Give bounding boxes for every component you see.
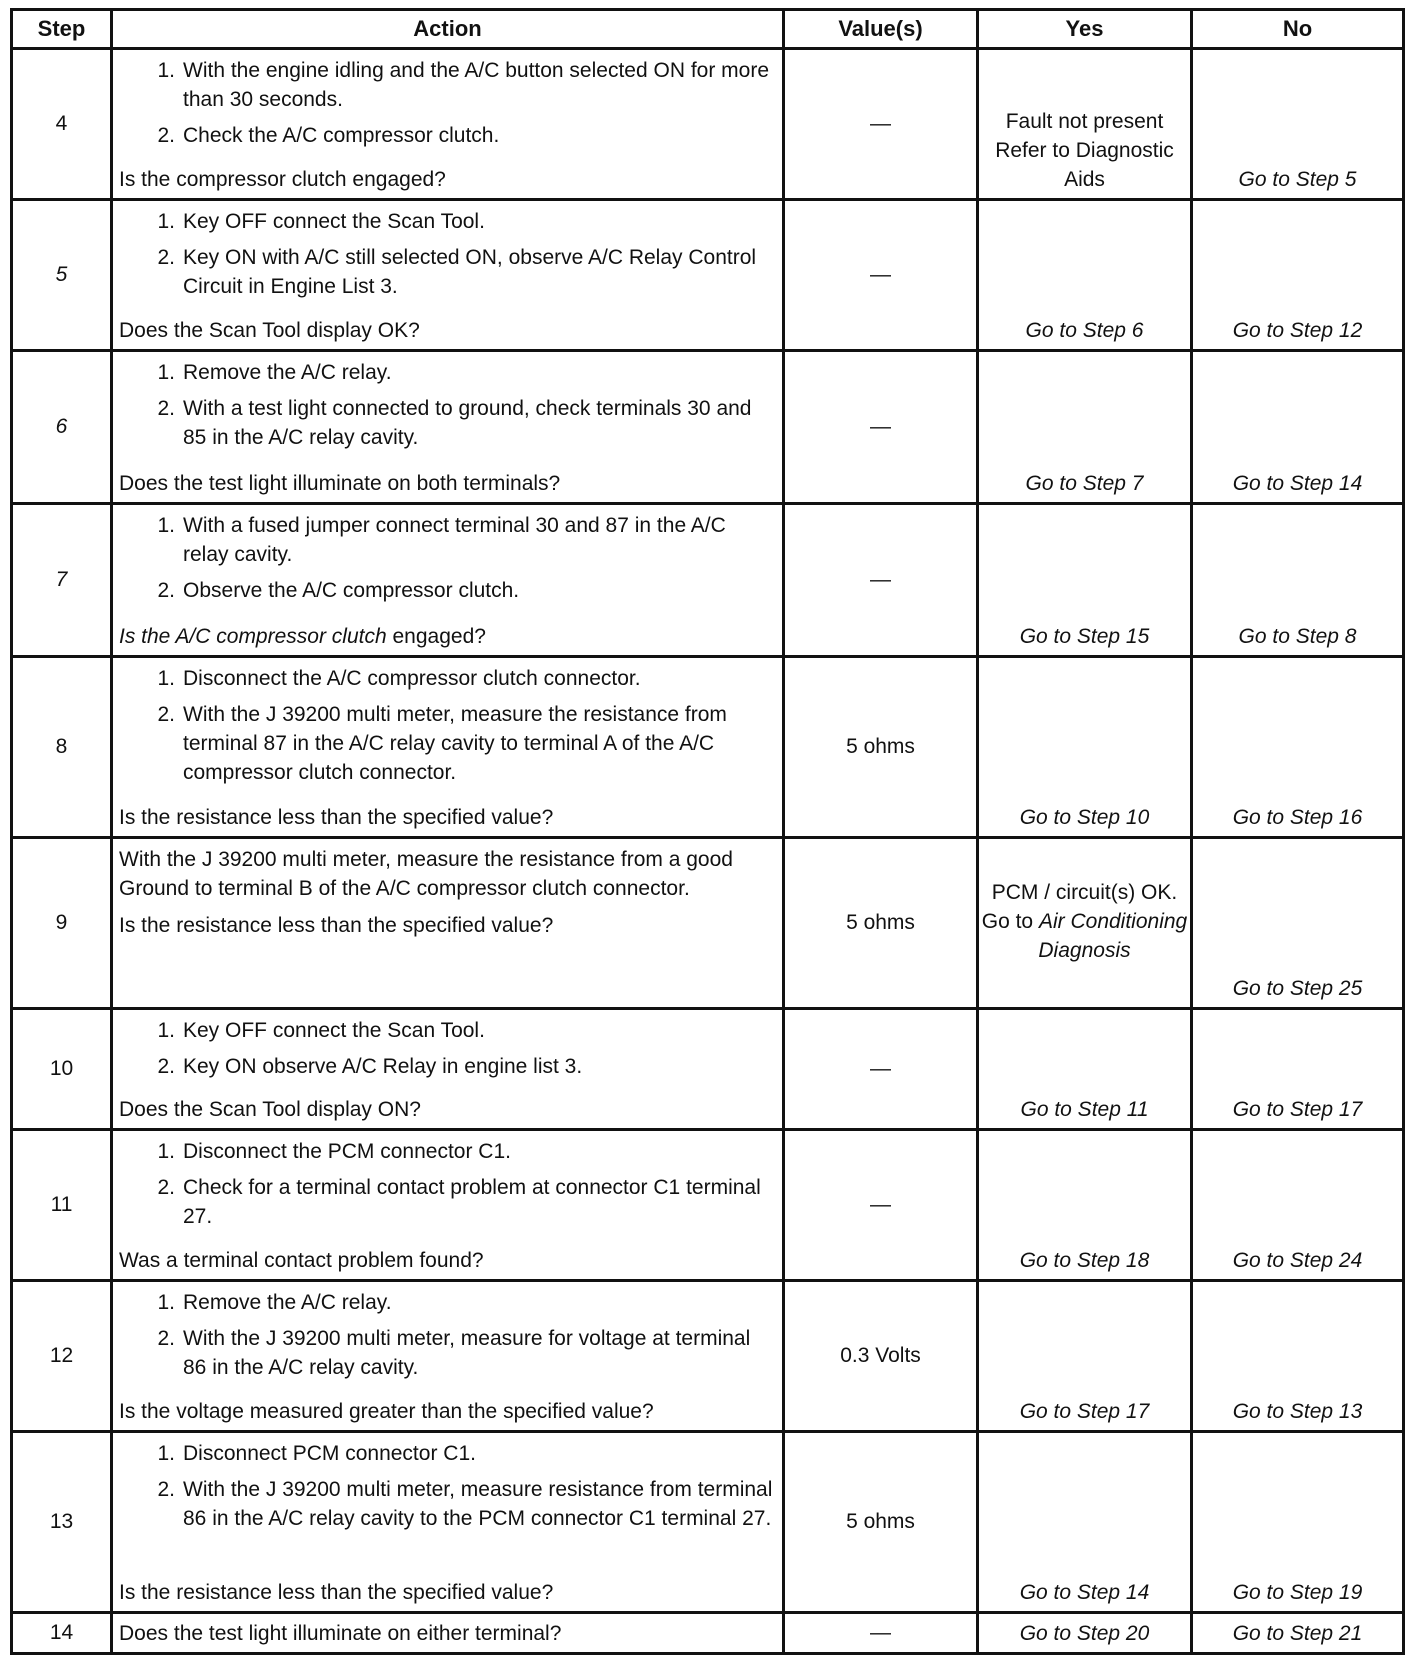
value-cell: —: [784, 1009, 978, 1130]
yes-cell: [978, 838, 1192, 1009]
action-step: [119, 1052, 776, 1081]
question-rest: engaged?: [386, 625, 486, 648]
header-action: Action: [112, 10, 784, 49]
header-yes: Yes: [978, 10, 1192, 49]
action-steps: [119, 664, 776, 794]
step-text: Disconnect PCM connector C1.: [183, 1442, 476, 1465]
yes-cell: Go to Step 18: [978, 1130, 1192, 1281]
action-cell: [112, 351, 784, 504]
yes-cell: Go to Step 10: [978, 657, 1192, 838]
action-question: Does the test light illuminate on both terminals?: [119, 472, 561, 495]
step-text: Remove the A/C relay.: [183, 1291, 392, 1314]
action-step: [119, 1137, 776, 1166]
step-index: 2.: [157, 246, 175, 269]
no-cell: Go to Step 13: [1192, 1281, 1404, 1432]
action-cell: [112, 1009, 784, 1130]
step-index: 2.: [157, 703, 175, 726]
value-cell: —: [784, 1613, 978, 1654]
action-steps: [119, 358, 776, 459]
action-step: [119, 56, 776, 114]
action-steps: [119, 511, 776, 612]
step-number: 8: [12, 657, 112, 838]
value-cell: —: [784, 504, 978, 657]
table-row: [12, 200, 1404, 351]
value-cell: 0.3 Volts: [784, 1281, 978, 1432]
step-index: 2.: [157, 124, 175, 147]
step-text: With a test light connected to ground, check terminals 30 and 85 in the A/C relay cavity.: [183, 397, 752, 449]
action-steps: [119, 56, 776, 157]
value-cell: —: [784, 1130, 978, 1281]
yes-cell: Fault not present Refer to Diagnostic Aids: [978, 49, 1192, 200]
action-text: With the J 39200 multi meter, measure the resistance from a good Ground to terminal B of the A/C compressor clutch connector.: [119, 848, 733, 900]
action-question: Is the resistance less than the specified value?: [119, 914, 554, 937]
yes-cell: Go to Step 20: [978, 1613, 1192, 1654]
table-row: [12, 351, 1404, 504]
action-question: Does the Scan Tool display ON?: [119, 1098, 421, 1121]
step-text: Key ON with A/C still selected ON, observe A/C Relay Control Circuit in Engine List 3.: [183, 246, 757, 298]
action-steps: [119, 1016, 776, 1088]
action-step: [119, 511, 776, 569]
step-number: 9: [12, 838, 112, 1009]
step-text: Remove the A/C relay.: [183, 361, 392, 384]
action-question: Was a terminal contact problem found?: [119, 1249, 484, 1272]
step-number: 13: [12, 1432, 112, 1613]
no-cell: Go to Step 21: [1192, 1613, 1404, 1654]
header-no: No: [1192, 10, 1404, 49]
action-question: [119, 622, 776, 651]
step-index: 2.: [157, 1176, 175, 1199]
yes-cell: Go to Step 17: [978, 1281, 1192, 1432]
question-italic: Is the A/C compressor clutch: [119, 625, 387, 648]
no-cell: Go to Step 5: [1192, 49, 1404, 200]
value-cell: 5 ohms: [784, 1432, 978, 1613]
action-question: Is the resistance less than the specified value?: [119, 806, 554, 829]
step-index: 1.: [157, 667, 175, 690]
header-step: Step: [12, 10, 112, 49]
action-steps: [119, 1288, 776, 1389]
step-number: 10: [12, 1009, 112, 1130]
step-text: With the J 39200 multi meter, measure for voltage at terminal 86 in the A/C relay cavity.: [183, 1327, 751, 1379]
no-cell: Go to Step 14: [1192, 351, 1404, 504]
value-cell: 5 ohms: [784, 838, 978, 1009]
action-step: [119, 358, 776, 387]
action-steps: [119, 1439, 776, 1540]
table-row: [12, 1009, 1404, 1130]
action-step: [119, 576, 776, 605]
value-cell: 5 ohms: [784, 657, 978, 838]
action-question: Is the voltage measured greater than the specified value?: [119, 1400, 654, 1423]
action-steps: [119, 1137, 776, 1238]
action-step: [119, 1439, 776, 1468]
no-cell: Go to Step 12: [1192, 200, 1404, 351]
diagnostic-table: [10, 8, 1405, 1655]
table-row: [12, 838, 1404, 1009]
no-cell: Go to Step 19: [1192, 1432, 1404, 1613]
step-text: With the J 39200 multi meter, measure the resistance from terminal 87 in the A/C relay cavity to terminal A of the A/C compressor clutch connector.: [183, 703, 727, 784]
action-question: Does the test light illuminate on either terminal?: [112, 1613, 784, 1654]
action-cell: [112, 1432, 784, 1613]
action-cell: [112, 1281, 784, 1432]
no-cell: Go to Step 24: [1192, 1130, 1404, 1281]
action-step: [119, 664, 776, 693]
action-cell: [112, 49, 784, 200]
yes-cell: Go to Step 7: [978, 351, 1192, 504]
table-row: [12, 504, 1404, 657]
table-row: [12, 1130, 1404, 1281]
value-cell: —: [784, 49, 978, 200]
step-text: Key ON observe A/C Relay in engine list 3.: [183, 1055, 583, 1078]
value-cell: —: [784, 200, 978, 351]
action-cell: [112, 504, 784, 657]
step-index: 1.: [157, 59, 175, 82]
diagnostic-table-page: [10, 8, 1402, 1655]
action-step: [119, 1288, 776, 1317]
step-number: 12: [12, 1281, 112, 1432]
step-text: Check the A/C compressor clutch.: [183, 124, 500, 147]
action-step: [119, 121, 776, 150]
step-index: 2.: [157, 579, 175, 602]
yes-plain: PCM / circuit(s) OK. Go to: [981, 880, 1178, 933]
table-row: [12, 1432, 1404, 1613]
no-cell: Go to Step 17: [1192, 1009, 1404, 1130]
no-cell: Go to Step 8: [1192, 504, 1404, 657]
action-cell: [112, 838, 784, 1009]
step-index: 2.: [157, 1327, 175, 1350]
step-text: With the J 39200 multi meter, measure resistance from terminal 86 in the A/C relay cavity to the PCM connector C1 terminal 27.: [183, 1478, 773, 1530]
yes-cell: Go to Step 11: [978, 1009, 1192, 1130]
yes-cell: Go to Step 15: [978, 504, 1192, 657]
step-index: 1.: [157, 361, 175, 384]
step-text: Disconnect the PCM connector C1.: [183, 1140, 511, 1163]
step-text: With the engine idling and the A/C button selected ON for more than 30 seconds.: [183, 59, 770, 111]
step-index: 2.: [157, 1478, 175, 1501]
step-text: Key OFF connect the Scan Tool.: [183, 210, 485, 233]
action-step: [119, 207, 776, 236]
step-number: 6: [12, 351, 112, 504]
step-number: 14: [12, 1613, 112, 1654]
step-index: 2.: [157, 1055, 175, 1078]
table-row: [12, 657, 1404, 838]
step-index: 1.: [157, 514, 175, 537]
action-step: [119, 1016, 776, 1045]
step-index: 2.: [157, 397, 175, 420]
step-text: Observe the A/C compressor clutch.: [183, 579, 520, 602]
step-index: 1.: [157, 210, 175, 233]
action-question: Is the resistance less than the specified value?: [119, 1581, 554, 1604]
action-cell: [112, 657, 784, 838]
action-cell: [112, 200, 784, 351]
step-number: 5: [12, 200, 112, 351]
no-cell: Go to Step 16: [1192, 657, 1404, 838]
action-cell: [112, 1130, 784, 1281]
action-step: [119, 1324, 776, 1382]
yes-italic: Air Conditioning Diagnosis: [1038, 909, 1188, 962]
step-index: 1.: [157, 1442, 175, 1465]
table-row: [12, 1281, 1404, 1432]
action-step: [119, 394, 776, 452]
action-step: [119, 243, 776, 301]
step-text: Key OFF connect the Scan Tool.: [183, 1019, 485, 1042]
step-number: 7: [12, 504, 112, 657]
action-step: [119, 1475, 776, 1533]
step-number: 4: [12, 49, 112, 200]
step-index: 1.: [157, 1291, 175, 1314]
header-value: Value(s): [784, 10, 978, 49]
yes-cell: Go to Step 6: [978, 200, 1192, 351]
no-cell: Go to Step 25: [1192, 838, 1404, 1009]
header-row: [12, 10, 1404, 49]
step-text: With a fused jumper connect terminal 30 and 87 in the A/C relay cavity.: [183, 514, 726, 566]
value-cell: —: [784, 351, 978, 504]
table-row: [12, 49, 1404, 200]
step-index: 1.: [157, 1140, 175, 1163]
yes-cell: Go to Step 14: [978, 1432, 1192, 1613]
step-number: 11: [12, 1130, 112, 1281]
step-index: 1.: [157, 1019, 175, 1042]
step-text: Check for a terminal contact problem at connector C1 terminal 27.: [183, 1176, 761, 1228]
action-step: [119, 700, 776, 787]
action-step: [119, 1173, 776, 1231]
action-question: Does the Scan Tool display OK?: [119, 319, 420, 342]
step-text: Disconnect the A/C compressor clutch connector.: [183, 667, 641, 690]
action-question: Is the compressor clutch engaged?: [119, 168, 446, 191]
table-row: [12, 1613, 1404, 1654]
action-steps: [119, 207, 776, 308]
